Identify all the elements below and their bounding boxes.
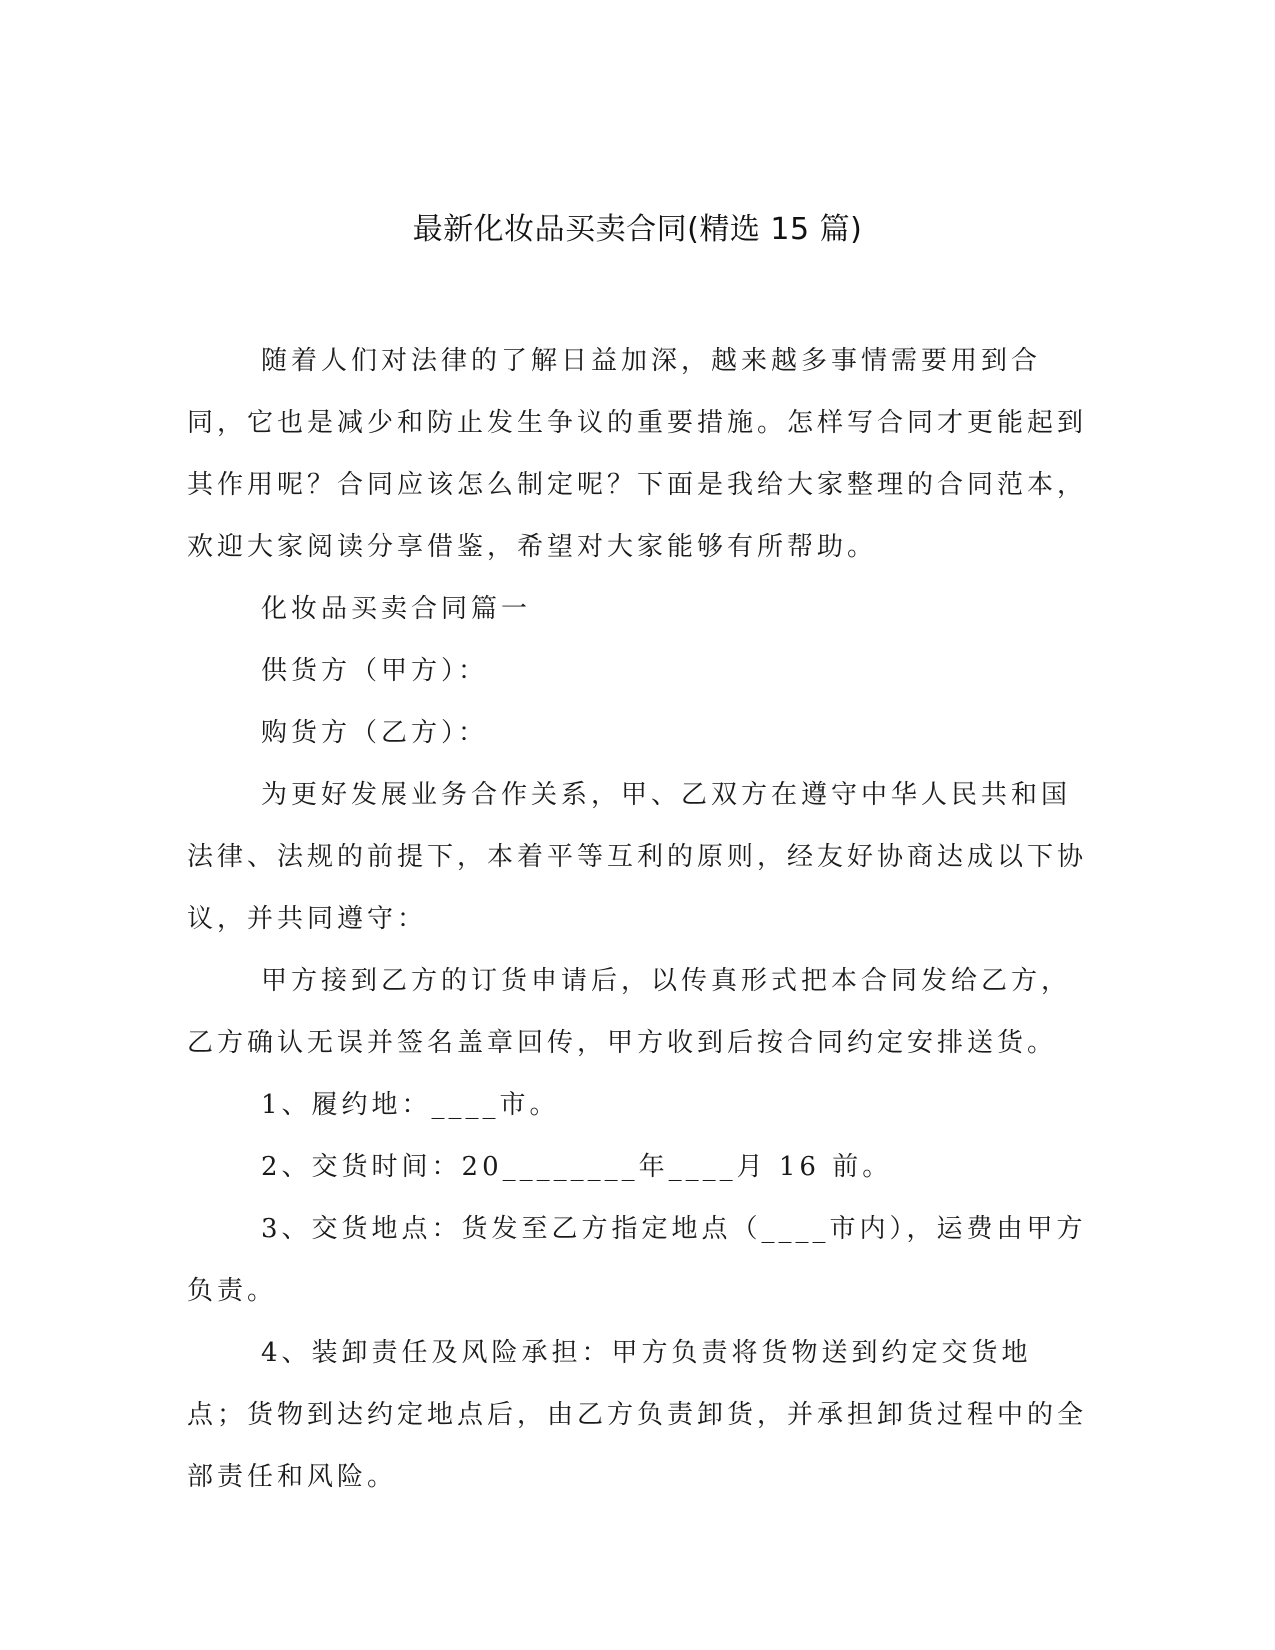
paragraph-agreement: 为更好发展业务合作关系，甲、乙双方在遵守中华人民共和国法律、法规的前提下，本着平等互利的原则，经友好协商达成以下协议，并共同遵守： bbox=[187, 780, 1088, 934]
document-title: 最新化妆品买卖合同(精选 15 篇) bbox=[412, 212, 863, 247]
document-body bbox=[187, 330, 1087, 1508]
paragraph-section-heading: 化妆品买卖合同篇一 bbox=[261, 594, 532, 624]
paragraph-intro: 随着人们对法律的了解日益加深，越来越多事情需要用到合同，它也是减少和防止发生争议的重要措施。怎样写合同才更能起到其作用呢？合同应该怎么制定呢？下面是我给大家整理的合同范本，欢迎大家阅读分享借鉴，希望对大家能够有所帮助。 bbox=[187, 346, 1088, 562]
paragraph-clause-4: 4、装卸责任及风险承担：甲方负责将货物送到约定交货地点；货物到达约定地点后，由乙方负责卸货，并承担卸货过程中的全部责任和风险。 bbox=[187, 1338, 1088, 1492]
paragraph-order-process: 甲方接到乙方的订货申请后，以传真形式把本合同发给乙方，乙方确认无误并签名盖章回传，甲方收到后按合同约定安排送货。 bbox=[187, 966, 1072, 1058]
paragraph-buyer: 购货方（乙方）： bbox=[261, 718, 489, 748]
paragraph-clause-1: 1、履约地：____市。 bbox=[261, 1090, 560, 1120]
paragraph-supplier: 供货方（甲方）： bbox=[261, 656, 489, 686]
paragraph-clause-3: 3、交货地点：货发至乙方指定地点（____市内），运费由甲方负责。 bbox=[187, 1214, 1087, 1306]
paragraph-clause-2: 2、交货时间：20________年____月 16 前。 bbox=[261, 1152, 893, 1182]
